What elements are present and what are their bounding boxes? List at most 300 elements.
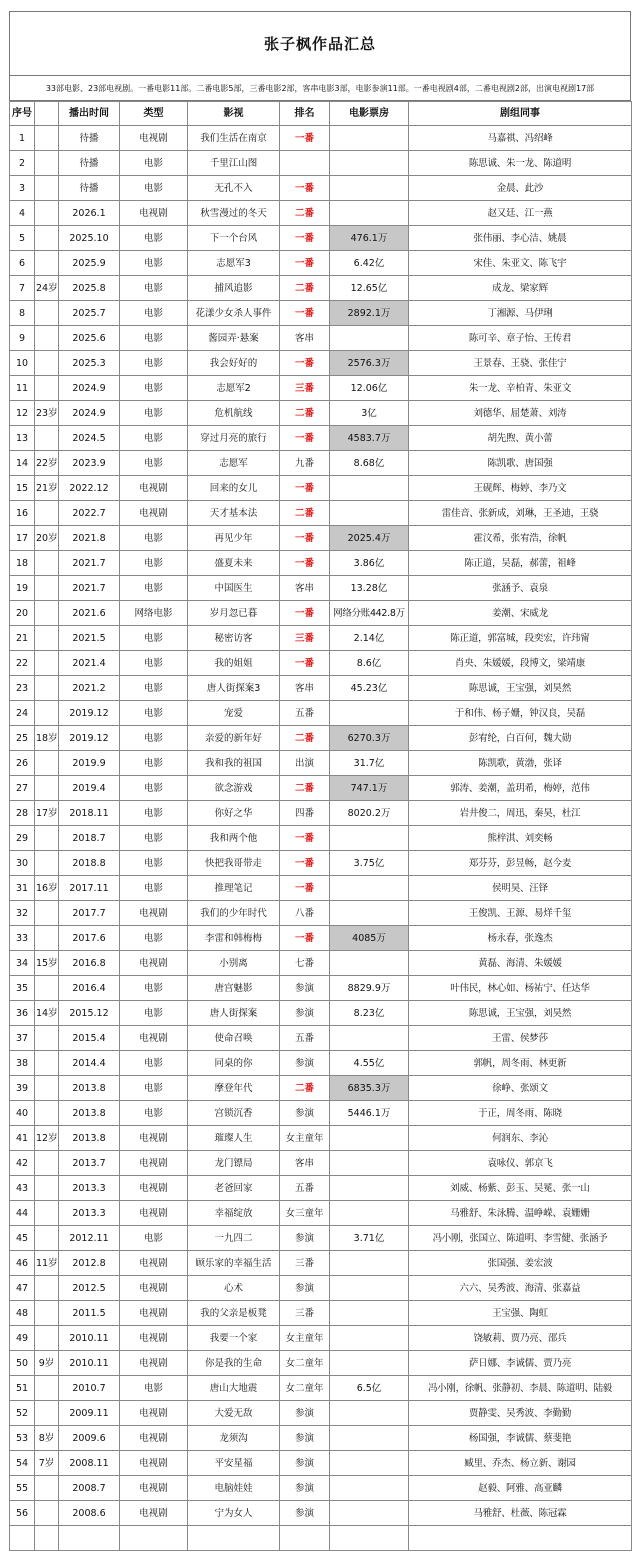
cell-air-date: 待播 bbox=[59, 176, 120, 201]
cell-age bbox=[35, 126, 59, 151]
cell-box-office: 4.55亿 bbox=[330, 1051, 409, 1076]
cell-title: 龙须沟 bbox=[188, 1426, 280, 1451]
cell-rank: 五番 bbox=[280, 1026, 330, 1051]
cell-rank: 二番 bbox=[280, 501, 330, 526]
cell-age bbox=[35, 376, 59, 401]
cell-rank: 一番 bbox=[280, 651, 330, 676]
table-row bbox=[10, 1351, 632, 1376]
cell-air-date: 2009.6 bbox=[59, 1426, 120, 1451]
cell-no: 18 bbox=[10, 551, 35, 576]
cell-box-office bbox=[330, 1276, 409, 1301]
cell-type: 电影 bbox=[120, 851, 188, 876]
table-row bbox=[10, 1176, 632, 1201]
table-row bbox=[10, 526, 632, 551]
cell-title: 唐山大地震 bbox=[188, 1376, 280, 1401]
cell-rank: 客串 bbox=[280, 326, 330, 351]
cell-type: 电影 bbox=[120, 251, 188, 276]
cell-cast: 宋佳、朱亚文、陈飞宇 bbox=[409, 251, 632, 276]
cell-title: 龙门镖局 bbox=[188, 1151, 280, 1176]
table-row bbox=[10, 1276, 632, 1301]
cell-age bbox=[35, 1051, 59, 1076]
cell-rank: 一番 bbox=[280, 551, 330, 576]
cell-age: 20岁 bbox=[35, 526, 59, 551]
cell-rank: 参演 bbox=[280, 1426, 330, 1451]
cell-cast: 叶伟民，林心如、杨祐宁、任达华 bbox=[409, 976, 632, 1001]
cell-box-office: 8829.9万 bbox=[330, 976, 409, 1001]
cell-rank: 一番 bbox=[280, 526, 330, 551]
cell-air-date: 2021.7 bbox=[59, 576, 120, 601]
cell-type: 电影 bbox=[120, 1226, 188, 1251]
cell-box-office bbox=[330, 1026, 409, 1051]
cell-box-office: 4583.7万 bbox=[330, 426, 409, 451]
cell-air-date: 2013.7 bbox=[59, 1151, 120, 1176]
cell-air-date: 2008.7 bbox=[59, 1476, 120, 1501]
table-row bbox=[10, 576, 632, 601]
cell-air-date: 2018.11 bbox=[59, 801, 120, 826]
cell-rank: 二番 bbox=[280, 276, 330, 301]
cell-type: 电影 bbox=[120, 1051, 188, 1076]
cell-cast: 杨永春，张逸杰 bbox=[409, 926, 632, 951]
cell-box-office bbox=[330, 1401, 409, 1426]
cell-rank: 二番 bbox=[280, 201, 330, 226]
cell-type: 电影 bbox=[120, 351, 188, 376]
cell-box-office bbox=[330, 1451, 409, 1476]
cell-box-office bbox=[330, 1426, 409, 1451]
cell-air-date: 2013.8 bbox=[59, 1076, 120, 1101]
cell-type: 电影 bbox=[120, 551, 188, 576]
table-row bbox=[10, 1326, 632, 1351]
cell-cast: 王俊凯、王源、易烊千玺 bbox=[409, 901, 632, 926]
cell-no: 43 bbox=[10, 1176, 35, 1201]
cell-no: 51 bbox=[10, 1376, 35, 1401]
cell-age: 18岁 bbox=[35, 726, 59, 751]
cell-air-date: 待播 bbox=[59, 151, 120, 176]
cell-age bbox=[35, 901, 59, 926]
table-row bbox=[10, 1076, 632, 1101]
cell-air-date: 2016.8 bbox=[59, 951, 120, 976]
table-row bbox=[10, 1301, 632, 1326]
cell-rank: 客串 bbox=[280, 1151, 330, 1176]
cell-box-office: 5446.1万 bbox=[330, 1101, 409, 1126]
cell-type: 电视剧 bbox=[120, 1276, 188, 1301]
table-row bbox=[10, 1201, 632, 1226]
cell-cast: 徐峥、张颂文 bbox=[409, 1076, 632, 1101]
cell-air-date: 2025.7 bbox=[59, 301, 120, 326]
cell-no: 20 bbox=[10, 601, 35, 626]
cell-no: 2 bbox=[10, 151, 35, 176]
cell-age bbox=[35, 1226, 59, 1251]
cell-cast: 陈思诚，王宝强，刘昊然 bbox=[409, 676, 632, 701]
cell-age bbox=[35, 426, 59, 451]
cell-no: 3 bbox=[10, 176, 35, 201]
header-air-date: 播出时间 bbox=[59, 102, 120, 126]
cell-title: 我会好好的 bbox=[188, 351, 280, 376]
cell-no: 47 bbox=[10, 1276, 35, 1301]
cell-cast: 金晨、此沙 bbox=[409, 176, 632, 201]
cell-title: 回来的女儿 bbox=[188, 476, 280, 501]
cell-age bbox=[35, 501, 59, 526]
cell-air-date: 2026.1 bbox=[59, 201, 120, 226]
header-rank: 排名 bbox=[280, 102, 330, 126]
cell-cast: 朱一龙、辛柏青、朱亚文 bbox=[409, 376, 632, 401]
cell-cast: 袁咏仪、郭京飞 bbox=[409, 1151, 632, 1176]
header-box-office: 电影票房 bbox=[330, 102, 409, 126]
cell-box-office: 13.28亿 bbox=[330, 576, 409, 601]
cell-title: 天才基本法 bbox=[188, 501, 280, 526]
cell-type: 电影 bbox=[120, 726, 188, 751]
cell-title: 我的姐姐 bbox=[188, 651, 280, 676]
cell-no: 15 bbox=[10, 476, 35, 501]
cell-type: 电影 bbox=[120, 226, 188, 251]
cell-air-date: 2009.11 bbox=[59, 1401, 120, 1426]
cell-title: 我和我的祖国 bbox=[188, 751, 280, 776]
cell-box-office: 3.75亿 bbox=[330, 851, 409, 876]
cell-type: 电视剧 bbox=[120, 1026, 188, 1051]
cell-no: 16 bbox=[10, 501, 35, 526]
cell-box-office bbox=[330, 501, 409, 526]
cell-box-office: 6.42亿 bbox=[330, 251, 409, 276]
table-row bbox=[10, 1101, 632, 1126]
cell-type: 电影 bbox=[120, 576, 188, 601]
cell-air-date: 2022.12 bbox=[59, 476, 120, 501]
cell-rank: 七番 bbox=[280, 951, 330, 976]
cell-cast: 岩井俊二，周迅，秦昊，杜江 bbox=[409, 801, 632, 826]
cell-no: 56 bbox=[10, 1501, 35, 1526]
cell-cast: 黄磊、海清、朱媛媛 bbox=[409, 951, 632, 976]
table-row bbox=[10, 1126, 632, 1151]
table-row bbox=[10, 251, 632, 276]
cell-type: 电影 bbox=[120, 776, 188, 801]
cell-rank: 三番 bbox=[280, 1301, 330, 1326]
cell-cast: 马嘉祺、冯绍峰 bbox=[409, 126, 632, 151]
cell-box-office bbox=[330, 126, 409, 151]
cell-box-office: 747.1万 bbox=[330, 776, 409, 801]
cell-cast: 杨国强，李诚儒、蔡斐艳 bbox=[409, 1426, 632, 1451]
cell-type: 电影 bbox=[120, 651, 188, 676]
cell-rank: 参演 bbox=[280, 1051, 330, 1076]
cell-air-date: 2013.3 bbox=[59, 1201, 120, 1226]
cell-title: 下一个台风 bbox=[188, 226, 280, 251]
cell-rank: 三番 bbox=[280, 376, 330, 401]
cell-age bbox=[35, 1101, 59, 1126]
cell-title: 危机航线 bbox=[188, 401, 280, 426]
cell-box-office bbox=[330, 326, 409, 351]
table-row bbox=[10, 951, 632, 976]
cell-age bbox=[35, 1151, 59, 1176]
cell-cast: 王景春、王骁、张佳宁 bbox=[409, 351, 632, 376]
cell-title: 小别离 bbox=[188, 951, 280, 976]
cell-box-office: 3亿 bbox=[330, 401, 409, 426]
cell-cast: 饶敏莉、贾乃亮、邵兵 bbox=[409, 1326, 632, 1351]
cell-cast: 萨日娜、李诚儒、贾乃亮 bbox=[409, 1351, 632, 1376]
cell-age: 23岁 bbox=[35, 401, 59, 426]
table-row bbox=[10, 976, 632, 1001]
cell-rank: 参演 bbox=[280, 1001, 330, 1026]
cell-type: 电影 bbox=[120, 151, 188, 176]
cell-box-office: 6835.3万 bbox=[330, 1076, 409, 1101]
table-row bbox=[10, 926, 632, 951]
cell-no: 11 bbox=[10, 376, 35, 401]
cell-type: 电视剧 bbox=[120, 1501, 188, 1526]
cell-title: 志愿军2 bbox=[188, 376, 280, 401]
table-row bbox=[10, 626, 632, 651]
cell-rank: 一番 bbox=[280, 176, 330, 201]
cell-rank: 二番 bbox=[280, 776, 330, 801]
cell-no: 38 bbox=[10, 1051, 35, 1076]
table-row bbox=[10, 751, 632, 776]
cell-cast: 霍汶希，张宥浩，徐帆 bbox=[409, 526, 632, 551]
cell-rank: 女二童年 bbox=[280, 1351, 330, 1376]
cell-box-office bbox=[330, 1501, 409, 1526]
cell-cast: 陈凯歌，黄渤，张译 bbox=[409, 751, 632, 776]
cell-cast: 于正，周冬雨、陈晓 bbox=[409, 1101, 632, 1126]
cell-type: 电影 bbox=[120, 676, 188, 701]
cell-age bbox=[35, 701, 59, 726]
cell-title: 老爸回家 bbox=[188, 1176, 280, 1201]
cell-title: 宠爱 bbox=[188, 701, 280, 726]
table-row bbox=[10, 551, 632, 576]
table-row bbox=[10, 326, 632, 351]
cell-no: 35 bbox=[10, 976, 35, 1001]
cell-type: 电影 bbox=[120, 401, 188, 426]
cell-age bbox=[35, 926, 59, 951]
table-row bbox=[10, 1051, 632, 1076]
cell-box-office bbox=[330, 201, 409, 226]
cell-no: 54 bbox=[10, 1451, 35, 1476]
cell-age bbox=[35, 1176, 59, 1201]
cell-no: 30 bbox=[10, 851, 35, 876]
cell-box-office: 8.23亿 bbox=[330, 1001, 409, 1026]
cell-no: 28 bbox=[10, 801, 35, 826]
cell-air-date: 2017.7 bbox=[59, 901, 120, 926]
cell-type: 电影 bbox=[120, 926, 188, 951]
cell-title: 欲念游戏 bbox=[188, 776, 280, 801]
cell-age: 11岁 bbox=[35, 1251, 59, 1276]
cell-age bbox=[35, 301, 59, 326]
cell-no: 31 bbox=[10, 876, 35, 901]
cell-age bbox=[35, 676, 59, 701]
cell-rank: 八番 bbox=[280, 901, 330, 926]
cell-age: 24岁 bbox=[35, 276, 59, 301]
cell-rank: 三番 bbox=[280, 1251, 330, 1276]
cell-age: 22岁 bbox=[35, 451, 59, 476]
table-row bbox=[10, 1451, 632, 1476]
cell-no: 45 bbox=[10, 1226, 35, 1251]
table-row bbox=[10, 701, 632, 726]
cell-air-date: 2021.5 bbox=[59, 626, 120, 651]
cell-age bbox=[35, 626, 59, 651]
cell-box-office bbox=[330, 476, 409, 501]
cell-age bbox=[35, 226, 59, 251]
cell-air-date: 2013.3 bbox=[59, 1176, 120, 1201]
cell-rank: 参演 bbox=[280, 976, 330, 1001]
cell-type: 电影 bbox=[120, 326, 188, 351]
empty-cell bbox=[280, 1526, 330, 1551]
works-table-body bbox=[10, 126, 632, 1551]
cell-box-office bbox=[330, 1326, 409, 1351]
cell-air-date: 2012.8 bbox=[59, 1251, 120, 1276]
cell-box-office: 12.65亿 bbox=[330, 276, 409, 301]
cell-type: 电视剧 bbox=[120, 501, 188, 526]
cell-type: 电影 bbox=[120, 451, 188, 476]
cell-title: 我们的少年时代 bbox=[188, 901, 280, 926]
cell-no: 4 bbox=[10, 201, 35, 226]
works-table bbox=[9, 101, 632, 1551]
cell-title: 亲爱的新年好 bbox=[188, 726, 280, 751]
cell-air-date: 2024.9 bbox=[59, 401, 120, 426]
cell-rank: 一番 bbox=[280, 826, 330, 851]
table-header-row bbox=[10, 102, 632, 126]
cell-cast: 王砚辉、梅婷、李乃文 bbox=[409, 476, 632, 501]
cell-title: 再见少年 bbox=[188, 526, 280, 551]
cell-title: 心术 bbox=[188, 1276, 280, 1301]
cell-box-office: 2.14亿 bbox=[330, 626, 409, 651]
cell-cast: 丁湘源、马伊琍 bbox=[409, 301, 632, 326]
cell-no: 27 bbox=[10, 776, 35, 801]
cell-box-office: 3.86亿 bbox=[330, 551, 409, 576]
cell-air-date: 2013.8 bbox=[59, 1126, 120, 1151]
cell-type: 电影 bbox=[120, 1101, 188, 1126]
cell-no: 44 bbox=[10, 1201, 35, 1226]
cell-title: 你是我的生命 bbox=[188, 1351, 280, 1376]
cell-box-office bbox=[330, 701, 409, 726]
table-row bbox=[10, 176, 632, 201]
cell-age bbox=[35, 1276, 59, 1301]
cell-no: 33 bbox=[10, 926, 35, 951]
cell-no: 1 bbox=[10, 126, 35, 151]
cell-air-date: 2013.8 bbox=[59, 1101, 120, 1126]
cell-title: 我的父亲是板凳 bbox=[188, 1301, 280, 1326]
cell-box-office bbox=[330, 1126, 409, 1151]
cell-no: 17 bbox=[10, 526, 35, 551]
cell-air-date: 2008.6 bbox=[59, 1501, 120, 1526]
cell-rank: 一番 bbox=[280, 876, 330, 901]
cell-air-date: 2021.7 bbox=[59, 551, 120, 576]
cell-cast: 六六、吴秀波、海清、张嘉益 bbox=[409, 1276, 632, 1301]
cell-rank: 一番 bbox=[280, 251, 330, 276]
table-row bbox=[10, 1376, 632, 1401]
cell-type: 电视剧 bbox=[120, 1126, 188, 1151]
cell-age bbox=[35, 576, 59, 601]
table-row bbox=[10, 776, 632, 801]
cell-air-date: 2008.11 bbox=[59, 1451, 120, 1476]
cell-type: 电影 bbox=[120, 826, 188, 851]
cell-type: 电视剧 bbox=[120, 1426, 188, 1451]
cell-cast: 肖央、朱媛媛，段博文，梁靖康 bbox=[409, 651, 632, 676]
cell-box-office: 45.23亿 bbox=[330, 676, 409, 701]
table-row bbox=[10, 1226, 632, 1251]
cell-type: 电影 bbox=[120, 301, 188, 326]
cell-title: 使命召唤 bbox=[188, 1026, 280, 1051]
cell-air-date: 2025.9 bbox=[59, 251, 120, 276]
cell-cast: 陈正道，吴磊，郝蕾，祖峰 bbox=[409, 551, 632, 576]
cell-title: 志愿军3 bbox=[188, 251, 280, 276]
table-row bbox=[10, 876, 632, 901]
cell-air-date: 2010.11 bbox=[59, 1351, 120, 1376]
cell-box-office: 3.71亿 bbox=[330, 1226, 409, 1251]
cell-cast: 陈可辛、章子怡、王传君 bbox=[409, 326, 632, 351]
table-row bbox=[10, 1476, 632, 1501]
cell-no: 14 bbox=[10, 451, 35, 476]
cell-no: 52 bbox=[10, 1401, 35, 1426]
cell-rank: 四番 bbox=[280, 801, 330, 826]
cell-age: 9岁 bbox=[35, 1351, 59, 1376]
cell-air-date: 2018.8 bbox=[59, 851, 120, 876]
cell-age bbox=[35, 976, 59, 1001]
cell-age bbox=[35, 1501, 59, 1526]
cell-cast: 成龙、梁家辉 bbox=[409, 276, 632, 301]
cell-title: 璀璨人生 bbox=[188, 1126, 280, 1151]
cell-age bbox=[35, 1476, 59, 1501]
cell-title: 顾乐家的幸福生活 bbox=[188, 1251, 280, 1276]
cell-cast: 郭涛、姜潮，盖玥希，梅婷，范伟 bbox=[409, 776, 632, 801]
cell-rank: 参演 bbox=[280, 1401, 330, 1426]
cell-type: 电影 bbox=[120, 276, 188, 301]
cell-rank: 五番 bbox=[280, 701, 330, 726]
cell-no: 5 bbox=[10, 226, 35, 251]
cell-box-office: 12.06亿 bbox=[330, 376, 409, 401]
cell-box-office bbox=[330, 1176, 409, 1201]
cell-cast: 王宝强、陶虹 bbox=[409, 1301, 632, 1326]
cell-air-date: 2024.5 bbox=[59, 426, 120, 451]
header-no: 序号 bbox=[10, 102, 35, 126]
cell-type: 电影 bbox=[120, 701, 188, 726]
cell-cast: 陈正道，郭富城，段奕宏，许玮甯 bbox=[409, 626, 632, 651]
cell-age: 15岁 bbox=[35, 951, 59, 976]
cell-age: 16岁 bbox=[35, 876, 59, 901]
cell-box-office bbox=[330, 876, 409, 901]
cell-title: 穿过月亮的旅行 bbox=[188, 426, 280, 451]
cell-age: 8岁 bbox=[35, 1426, 59, 1451]
cell-age: 12岁 bbox=[35, 1126, 59, 1151]
cell-cast: 马雅舒、朱泳腾、温峥嵘、袁姗姗 bbox=[409, 1201, 632, 1226]
cell-type: 电视剧 bbox=[120, 1201, 188, 1226]
cell-cast: 雷佳音、张新成，刘琳，王圣迪，王骁 bbox=[409, 501, 632, 526]
cell-air-date: 2021.4 bbox=[59, 651, 120, 676]
cell-title: 宁为女人 bbox=[188, 1501, 280, 1526]
cell-box-office: 6270.3万 bbox=[330, 726, 409, 751]
cell-air-date: 2022.7 bbox=[59, 501, 120, 526]
cell-air-date: 2023.9 bbox=[59, 451, 120, 476]
cell-no: 55 bbox=[10, 1476, 35, 1501]
cell-no: 37 bbox=[10, 1026, 35, 1051]
cell-rank: 五番 bbox=[280, 1176, 330, 1201]
cell-type: 电影 bbox=[120, 751, 188, 776]
cell-rank: 女主童年 bbox=[280, 1126, 330, 1151]
cell-box-office: 2025.4万 bbox=[330, 526, 409, 551]
cell-title: 唐宫魅影 bbox=[188, 976, 280, 1001]
cell-cast: 何润东、李沁 bbox=[409, 1126, 632, 1151]
cell-cast: 冯小刚，张国立、陈道明、李雪健、张涵予 bbox=[409, 1226, 632, 1251]
table-row bbox=[10, 1426, 632, 1451]
cell-title: 你好之华 bbox=[188, 801, 280, 826]
table-row bbox=[10, 801, 632, 826]
cell-no: 25 bbox=[10, 726, 35, 751]
cell-age bbox=[35, 1201, 59, 1226]
cell-air-date: 2015.12 bbox=[59, 1001, 120, 1026]
cell-age bbox=[35, 326, 59, 351]
table-row bbox=[10, 826, 632, 851]
cell-age bbox=[35, 651, 59, 676]
cell-cast: 彭宥纶，白百何，魏大勋 bbox=[409, 726, 632, 751]
cell-cast: 张国强、姜宏波 bbox=[409, 1251, 632, 1276]
empty-row bbox=[10, 1526, 632, 1551]
cell-type: 电影 bbox=[120, 976, 188, 1001]
cell-rank: 女二童年 bbox=[280, 1376, 330, 1401]
cell-title: 岁月忽已暮 bbox=[188, 601, 280, 626]
cell-box-office bbox=[330, 1201, 409, 1226]
table-row bbox=[10, 151, 632, 176]
